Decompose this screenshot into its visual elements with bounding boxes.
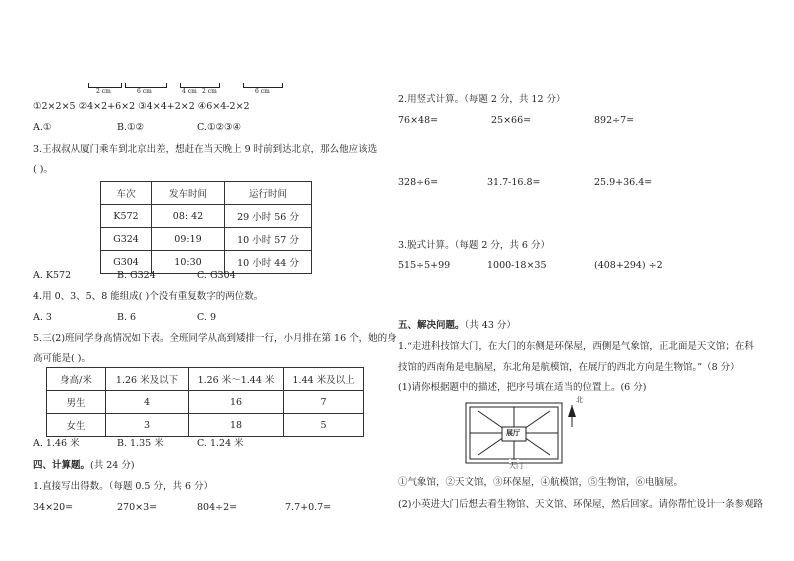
table-cell: G304 xyxy=(101,251,152,274)
choice-a: A.① xyxy=(33,122,52,133)
scale-label: 6 cm xyxy=(255,88,270,95)
table-row xyxy=(47,391,364,414)
choice-b: B. 6 xyxy=(117,312,137,323)
table-cell: 09:19 xyxy=(152,228,225,251)
table-cell: 18 xyxy=(189,414,284,437)
calc-item: 892÷7= xyxy=(594,115,635,126)
table-header: 1.44 米及以上 xyxy=(284,368,364,391)
scale-bar-4 xyxy=(243,83,283,93)
height-table xyxy=(46,367,364,437)
table-cell: 4 xyxy=(106,391,189,414)
calc-item: 25×66= xyxy=(491,115,532,126)
problem-1-stem: 1.“走进科技馆大门，在大门的东侧是环保屋，西侧是气象馆，正北面是天文馆；在科 xyxy=(398,341,754,352)
map-north-label: 北 xyxy=(576,396,583,404)
q5-stem-cont: 高可能是( )。 xyxy=(33,353,91,364)
choice-a: A. K572 xyxy=(33,270,72,281)
section-4-heading xyxy=(33,460,135,472)
q3-stem-cont: ( )。 xyxy=(33,164,53,175)
section-score: (共 24 分) xyxy=(90,460,135,471)
table-header-row xyxy=(101,182,312,205)
table-header: 运行时间 xyxy=(225,182,312,205)
table-cell: 女生 xyxy=(47,414,106,437)
choice-c: C. G304 xyxy=(197,270,236,281)
table-cell: 08: 42 xyxy=(152,205,225,228)
choice-c: C. 1.24 米 xyxy=(197,438,244,449)
vertical-calc-title: 2.用竖式计算。（每题 2 分，共 12 分） xyxy=(398,94,566,105)
table-cell: 3 xyxy=(106,414,189,437)
section-5-heading xyxy=(398,320,516,332)
table-header: 车次 xyxy=(101,182,152,205)
scale-label: 2 cm xyxy=(96,88,111,95)
calc-item: 7.7+0.7= xyxy=(285,502,332,513)
table-cell: 7 xyxy=(284,391,364,414)
museum-map xyxy=(464,397,584,469)
q2-options: ①2×2×5 ②4×2+6×2 ③4×4+2×2 ④6×4-2×2 xyxy=(33,101,250,112)
calc-q1-title: 1.直接写出得数。（每题 0.5 分，共 6 分） xyxy=(33,481,214,492)
table-cell: G324 xyxy=(101,228,152,251)
section-title: 五、解决问题。 xyxy=(398,320,465,331)
calc-item: 804÷2= xyxy=(197,502,238,513)
calc-item: 1000-18×35 xyxy=(487,260,547,271)
table-cell: K572 xyxy=(101,205,152,228)
section-score: （共 43 分） xyxy=(464,320,516,331)
calc-item: 515÷5+99 xyxy=(398,260,451,271)
table-cell: 16 xyxy=(189,391,284,414)
choice-b: B. G324 xyxy=(117,270,156,281)
table-cell: 10:30 xyxy=(152,251,225,274)
choice-b: B.①② xyxy=(117,122,145,133)
step-calc-title: 3.脱式计算。（每题 2 分，共 6 分） xyxy=(398,240,550,251)
problem-1-sub2: (2)小英进大门后想去看生物馆、天文馆、环保屋，然后回家。请你帮忙设计一条参观路 xyxy=(398,499,763,510)
calc-item: 25.9+36.4= xyxy=(594,177,653,188)
table-cell: 5 xyxy=(284,414,364,437)
q5-stem: 5.三(2)班同学身高情况如下表。全班同学从高到矮排一行，小月排在第 16 个，她的身 xyxy=(33,333,397,344)
calc-item: 270×3= xyxy=(117,502,158,513)
table-cell: 10 小时 44 分 xyxy=(225,251,312,274)
table-row xyxy=(101,205,312,228)
table-header: 身高/米 xyxy=(47,368,106,391)
table-header: 发车时间 xyxy=(152,182,225,205)
choice-a: A. 3 xyxy=(33,312,52,323)
map-gate-label: 大门 xyxy=(509,462,523,470)
map-hall-label: 展厅 xyxy=(506,428,520,437)
calc-item: 76×48= xyxy=(398,115,439,126)
choice-b: B. 1.35 米 xyxy=(117,438,164,449)
choice-c: C.①②③④ xyxy=(197,122,242,133)
north-arrow-icon xyxy=(568,405,576,427)
table-cell: 29 小时 56 分 xyxy=(225,205,312,228)
table-header-row xyxy=(47,368,364,391)
problem-1-sub1: (1)请你根据题中的描述，把序号填在适当的位置上。(6 分) xyxy=(398,382,647,393)
q3-stem: 3.王叔叔从厦门乘车到北京出差，想赶在当天晚上 9 时前到达北京，那么他应该选 xyxy=(33,144,378,155)
calc-item: 31.7-16.8= xyxy=(487,177,541,188)
section-title: 四、计算题。 xyxy=(33,460,91,471)
scale-label: 6 cm xyxy=(137,88,152,95)
table-cell: 10 小时 57 分 xyxy=(225,228,312,251)
scale-bar-2 xyxy=(125,83,167,93)
train-table xyxy=(100,181,312,274)
table-cell: 男生 xyxy=(47,391,106,414)
map-legend: ①气象馆，②天文馆，③环保屋，④航模馆，⑤生物馆，⑥电脑屋。 xyxy=(398,477,684,488)
table-header: 1.26 米及以下 xyxy=(106,368,189,391)
table-row xyxy=(101,228,312,251)
scale-label: 4 cm xyxy=(182,88,197,95)
scale-bar-3 xyxy=(180,83,220,93)
calc-item: 328÷6= xyxy=(398,177,439,188)
scale-bar-1 xyxy=(88,83,122,93)
choice-c: C. 9 xyxy=(197,312,217,323)
calc-item: 34×20= xyxy=(33,502,74,513)
scale-label: 2 cm xyxy=(202,88,217,95)
choice-a: A. 1.46 米 xyxy=(33,438,80,449)
q4-stem: 4.用 0、3、5、8 能组成( )个没有重复数字的两位数。 xyxy=(33,291,264,302)
table-row xyxy=(47,414,364,437)
problem-1-stem-cont: 技馆的西南角是电脑屋，东北角是航模馆，在展厅的西北方向是生物馆。”（8 分） xyxy=(398,362,740,373)
table-header: 1.26 米～1.44 米 xyxy=(189,368,284,391)
calc-item: (408+294) ÷2 xyxy=(594,260,663,271)
